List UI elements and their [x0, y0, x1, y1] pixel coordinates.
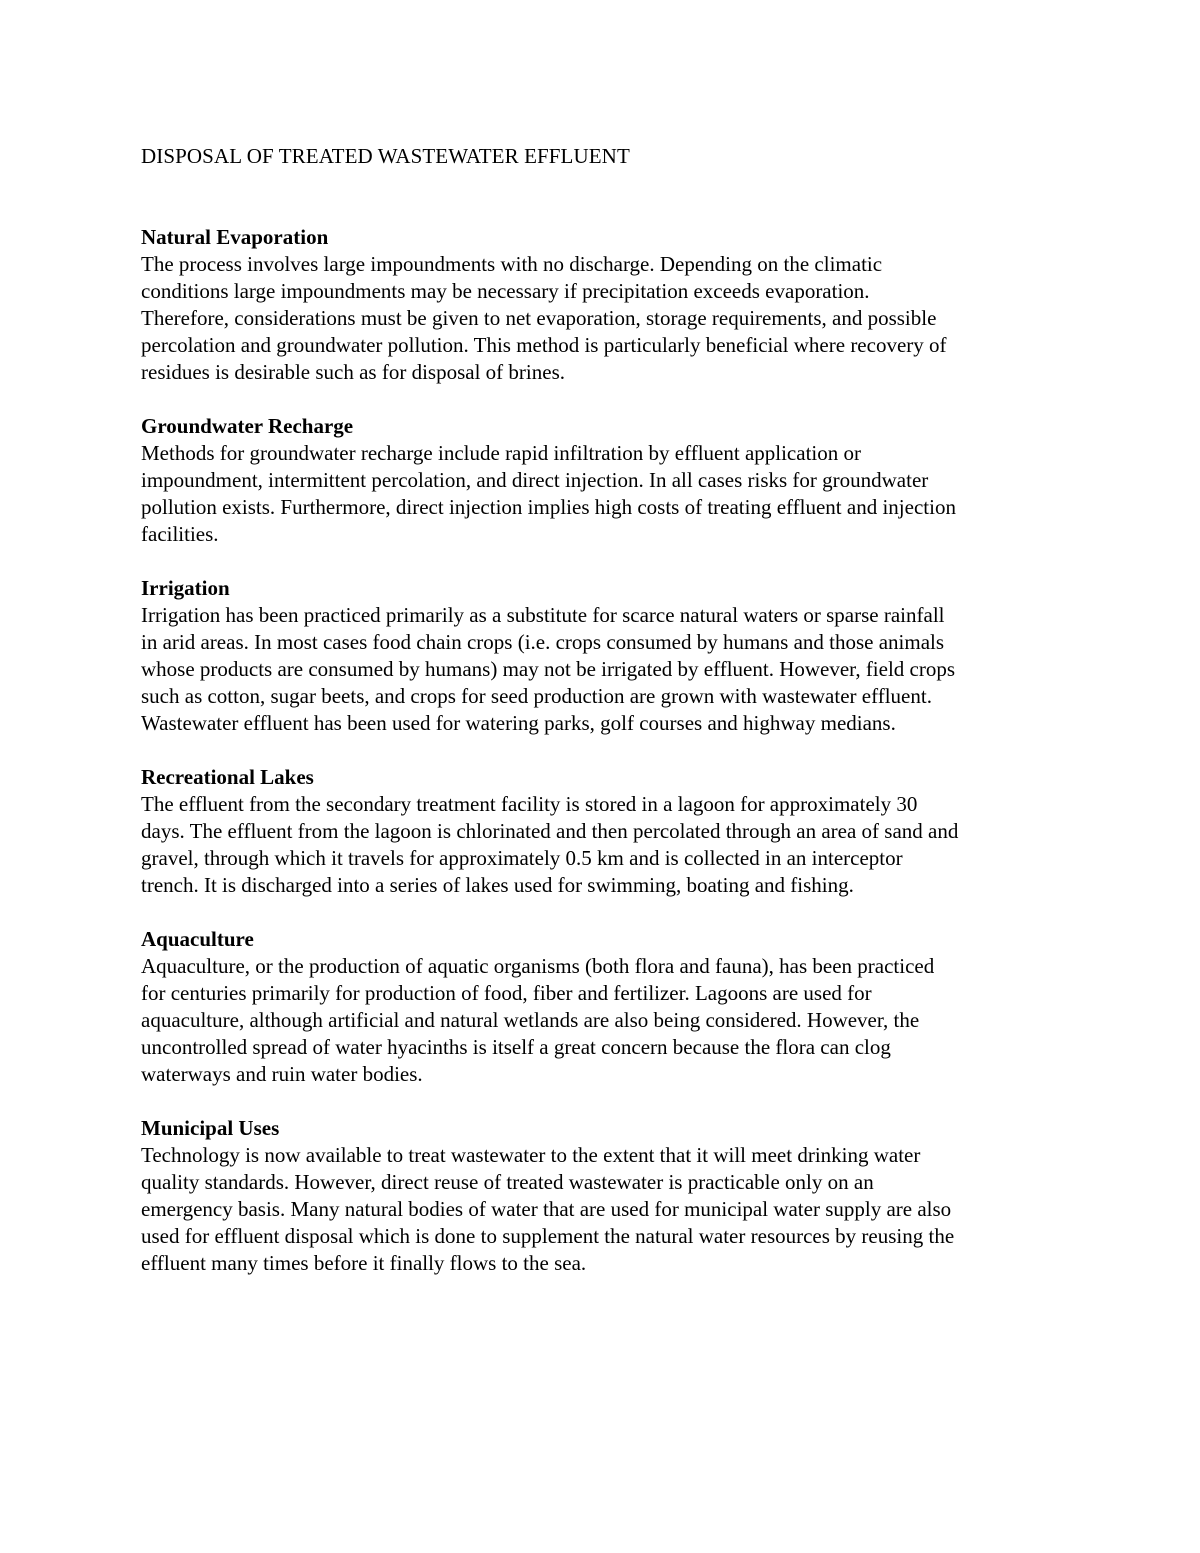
section-heading: Groundwater Recharge: [141, 414, 354, 438]
section-body: Irrigation has been practiced primarily as a substitute for scarce natural waters or sparse rainfall in arid areas. In most cases food chain crops (i.e. crops consumed by humans and those animals whose products are consumed by humans) may not be irrigated by effluent. However, field crops such as cotton, sugar beets, and crops for seed production are grown with wastewater effluent. Wastewater effluent has been used for watering parks, golf courses and highway medians.: [141, 603, 956, 735]
section-heading: Recreational Lakes: [141, 765, 314, 789]
section-body: Methods for groundwater recharge include rapid infiltration by effluent application or impoundment, intermittent percolation, and direct injection. In all cases risks for groundwater pollution exists. Furthermore, direct injection implies high costs of treating effluent and injection facilities.: [141, 441, 956, 546]
section-heading: Aquaculture: [141, 927, 254, 951]
section-natural-evaporation: [141, 224, 1071, 386]
section-body: The process involves large impoundments with no discharge. Depending on the climatic conditions large impoundments may be necessary if precipitation exceeds evaporation. Therefore, considerations must be given to net evaporation, storage requirements, and possible percolation and groundwater pollution. This method is particularly beneficial where recovery of residues is desirable such as for disposal of brines.: [141, 252, 947, 384]
section-heading: Natural Evaporation: [141, 225, 329, 249]
section-groundwater-recharge: [141, 413, 1071, 548]
document-title: DISPOSAL OF TREATED WASTEWATER EFFLUENT: [141, 144, 630, 168]
section-aquaculture: [141, 926, 1071, 1088]
section-irrigation: [141, 575, 1071, 737]
section-municipal-uses: [141, 1115, 1071, 1277]
document-content: [141, 143, 1071, 1304]
section-body: The effluent from the secondary treatment facility is stored in a lagoon for approximately 30 days. The effluent from the lagoon is chlorinated and then percolated through an area of sand and gravel, through which it travels for approximately 0.5 km and is collected in an interceptor trench. It is discharged into a series of lakes used for swimming, boating and fishing.: [141, 792, 959, 897]
section-body: Aquaculture, or the production of aquatic organisms (both flora and fauna), has been practiced for centuries primarily for production of food, fiber and fertilizer. Lagoons are used for aquaculture, although artificial and natural wetlands are also being considered. However, the uncontrolled spread of water hyacinths is itself a great concern because the flora can clog waterways and ruin water bodies.: [141, 954, 935, 1086]
section-heading: Irrigation: [141, 576, 230, 600]
section-heading: Municipal Uses: [141, 1116, 280, 1140]
section-body: Technology is now available to treat wastewater to the extent that it will meet drinking water quality standards. However, direct reuse of treated wastewater is practicable only on an emergency basis. Many natural bodies of water that are used for municipal water supply are also used for effluent disposal which is done to supplement the natural water resources by reusing the effluent many times before it finally flows to the sea.: [141, 1143, 955, 1275]
section-recreational-lakes: [141, 764, 1071, 899]
